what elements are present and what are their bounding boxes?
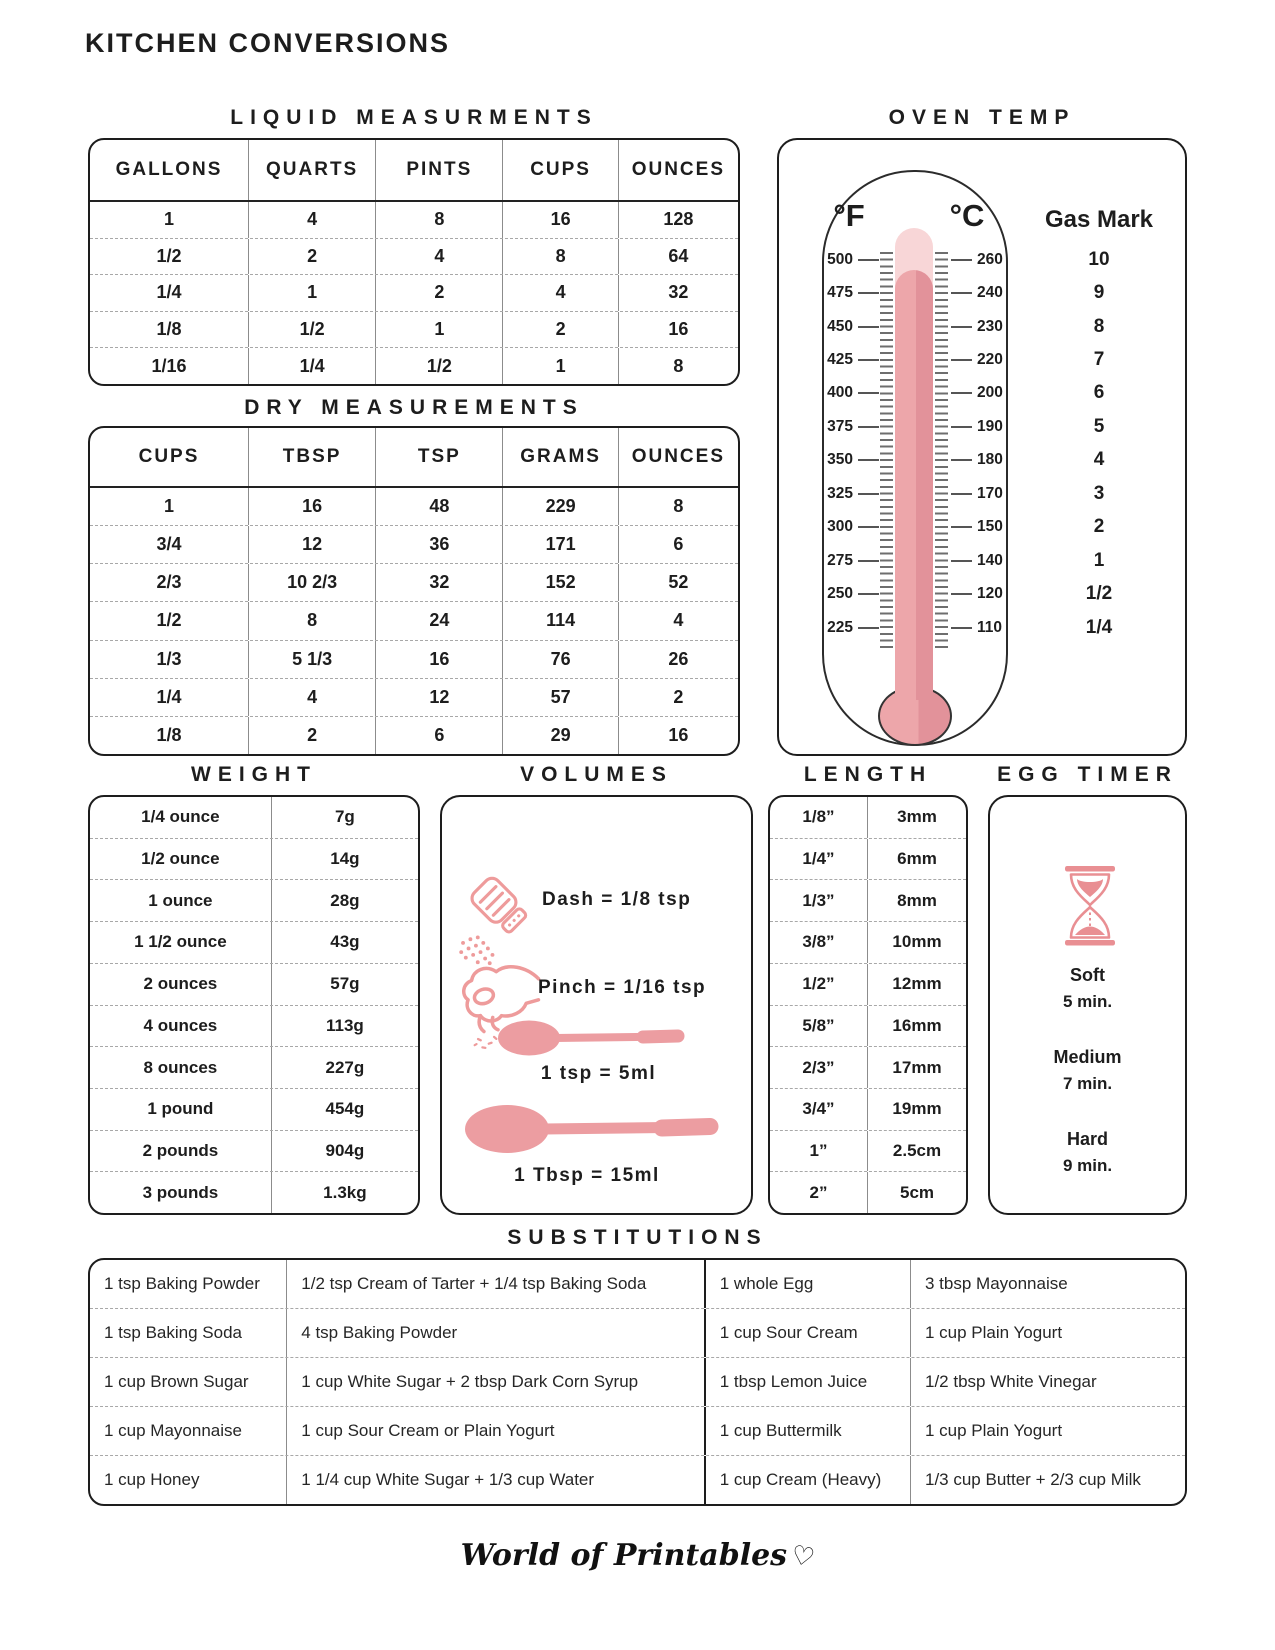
- tbsp-cell: 5 1/3: [249, 641, 376, 678]
- ingredient-cell: 1 tbsp Lemon Juice: [706, 1358, 911, 1406]
- gallons-cell: 1/16: [90, 348, 249, 384]
- egg-time-label: 7 min.: [1062, 1074, 1113, 1093]
- cups-cell: 2/3: [90, 564, 249, 601]
- egg-timer-entry: [990, 965, 1185, 1047]
- hourglass-icon: [1058, 865, 1122, 947]
- ounces-cell: 8: [673, 496, 684, 517]
- substitutions-table: [88, 1258, 1187, 1506]
- table-row: [770, 963, 966, 1005]
- table-row: [90, 1455, 1185, 1504]
- quarts-cell: 1: [249, 275, 376, 311]
- thermometer-tube: [895, 228, 933, 700]
- length-inch-cell: 1/3”: [770, 880, 868, 921]
- column-header: QUARTS: [249, 140, 376, 200]
- gas-mark-value: 1/4: [1085, 616, 1113, 638]
- weight-metric-cell: 57g: [330, 974, 360, 994]
- substitute-cell: 1 cup Plain Yogurt: [925, 1323, 1063, 1342]
- ounces-cell: 8: [673, 355, 684, 376]
- grams-cell: 171: [503, 526, 618, 563]
- length-metric-cell: 16mm: [892, 1015, 942, 1035]
- egg-timer-section-title: EGG TIMER: [997, 763, 1178, 786]
- substitute-cell: 1/2 tsp Cream of Tarter + 1/4 tsp Baking Soda: [287, 1260, 705, 1308]
- minor-ticks-left: [880, 252, 893, 652]
- length-metric-cell: 12mm: [892, 974, 942, 994]
- table-row: [90, 1357, 1185, 1406]
- table-row: [90, 921, 418, 963]
- ingredient-cell: 1 cup Buttermilk: [706, 1407, 911, 1455]
- c-tick: 220: [951, 343, 1035, 376]
- c-tick: 140: [951, 544, 1035, 577]
- egg-time-label: 9 min.: [1062, 1156, 1113, 1175]
- length-inch-cell: 2/3”: [770, 1047, 868, 1088]
- f-tick: 250: [795, 577, 879, 610]
- ounces-cell: 2: [673, 686, 684, 707]
- column-header: GRAMS: [503, 428, 618, 486]
- tsp-cell: 48: [376, 488, 503, 525]
- quarts-cell: 4: [249, 202, 376, 238]
- ingredient-cell: 1 cup Mayonnaise: [90, 1407, 287, 1455]
- gas-mark-value: 2: [1093, 516, 1105, 538]
- table-row: [770, 1005, 966, 1047]
- weight-imperial-cell: 1 ounce: [90, 880, 272, 921]
- volumes-section-title: VOLUMES: [520, 763, 673, 786]
- ounces-cell: 16: [668, 724, 689, 745]
- substitutions-section-title: SUBSTITUTIONS: [507, 1226, 768, 1249]
- fahrenheit-scale: [795, 243, 879, 644]
- gas-mark-value: 3: [1093, 482, 1105, 504]
- weight-table-body: [90, 797, 418, 1213]
- ounces-cell: 128: [663, 209, 694, 230]
- weight-imperial-cell: 3 pounds: [90, 1172, 272, 1213]
- grams-cell: 114: [503, 602, 618, 639]
- ounces-cell: 16: [668, 319, 689, 340]
- weight-imperial-cell: 1 1/2 ounce: [90, 922, 272, 963]
- table-row: [90, 563, 738, 601]
- tsp-cell: 32: [376, 564, 503, 601]
- quarts-cell: 1/2: [249, 312, 376, 348]
- egg-time-label: 5 min.: [1062, 992, 1113, 1011]
- c-tick: 260: [951, 243, 1035, 276]
- length-inch-cell: 1/4”: [770, 839, 868, 880]
- weight-section-title: WEIGHT: [191, 763, 317, 786]
- gas-mark-scale: [1029, 243, 1169, 644]
- egg-timer-panel: [988, 795, 1187, 1215]
- table-row: [770, 879, 966, 921]
- tbsp-cell: 12: [249, 526, 376, 563]
- table-row: [90, 1130, 418, 1172]
- f-tick: 400: [795, 377, 879, 410]
- weight-imperial-cell: 2 ounces: [90, 964, 272, 1005]
- length-metric-cell: 10mm: [892, 932, 942, 952]
- c-tick: 170: [951, 477, 1035, 510]
- table-row: [770, 1046, 966, 1088]
- length-inch-cell: 3/4”: [770, 1089, 868, 1130]
- pints-cell: 8: [376, 202, 503, 238]
- f-tick: 275: [795, 544, 879, 577]
- ingredient-cell: 1 whole Egg: [706, 1260, 911, 1308]
- cups-cell: 16: [503, 202, 618, 238]
- table-row: [90, 1088, 418, 1130]
- tsp-label: 1 tsp = 5ml: [540, 1063, 657, 1084]
- length-metric-cell: 17mm: [892, 1057, 942, 1077]
- column-header: OUNCES: [631, 446, 725, 467]
- ounces-cell: 4: [673, 610, 684, 631]
- ingredient-cell: 1 cup Cream (Heavy): [706, 1456, 911, 1504]
- table-row: [770, 1088, 966, 1130]
- gas-mark-value: 4: [1093, 449, 1105, 471]
- column-header: CUPS: [90, 428, 249, 486]
- pints-cell: 1: [376, 312, 503, 348]
- weight-metric-cell: 113g: [325, 1015, 364, 1035]
- minor-ticks-right: [935, 252, 948, 652]
- table-row: [90, 963, 418, 1005]
- ingredient-cell: 1 tsp Baking Powder: [90, 1260, 287, 1308]
- substitute-cell: 1 cup White Sugar + 2 tbsp Dark Corn Syrup: [287, 1358, 705, 1406]
- table-row: [90, 838, 418, 880]
- cups-cell: 1/4: [90, 679, 249, 716]
- substitute-cell: 1/3 cup Butter + 2/3 cup Milk: [925, 1470, 1141, 1489]
- table-row: [90, 640, 738, 678]
- weight-imperial-cell: 1/2 ounce: [90, 839, 272, 880]
- cups-cell: 8: [503, 239, 618, 275]
- cups-cell: 3/4: [90, 526, 249, 563]
- f-tick: 450: [795, 310, 879, 343]
- gallons-cell: 1: [90, 202, 249, 238]
- weight-metric-cell: 43g: [330, 932, 360, 952]
- logo-text: World of Printables: [460, 1538, 788, 1573]
- teaspoon-icon: [497, 1019, 697, 1057]
- weight-imperial-cell: 2 pounds: [90, 1131, 272, 1172]
- dry-table-header: [90, 428, 738, 488]
- liquid-table-body: [90, 202, 738, 384]
- c-tick: 240: [951, 276, 1035, 309]
- volumes-panel: [440, 795, 753, 1215]
- egg-doneness-label: Soft: [1070, 965, 1105, 985]
- length-metric-cell: 6mm: [897, 849, 937, 869]
- column-header: TBSP: [249, 428, 376, 486]
- length-inch-cell: 2”: [770, 1172, 868, 1213]
- ounces-cell: 64: [668, 245, 689, 266]
- length-section-title: LENGTH: [803, 763, 933, 786]
- f-tick: 225: [795, 611, 879, 644]
- gas-mark-value: 1/2: [1085, 583, 1113, 605]
- pints-cell: 1/2: [376, 348, 503, 384]
- length-inch-cell: 1/8”: [770, 797, 868, 838]
- column-header: CUPS: [503, 140, 618, 200]
- table-row: [90, 347, 738, 384]
- grams-cell: 29: [503, 717, 618, 754]
- length-inch-cell: 1/2”: [770, 964, 868, 1005]
- f-tick: 325: [795, 477, 879, 510]
- oven-temp-panel: [777, 138, 1187, 756]
- heart-icon: ♡: [788, 1539, 818, 1575]
- substitute-cell: 1 cup Sour Cream or Plain Yogurt: [287, 1407, 705, 1455]
- column-header: GALLONS: [90, 140, 249, 200]
- fahrenheit-label: °F: [833, 198, 865, 233]
- table-row: [90, 1406, 1185, 1455]
- length-table: [768, 795, 968, 1215]
- table-row: [90, 678, 738, 716]
- ounces-cell: 32: [668, 282, 689, 303]
- oven-section-title: OVEN TEMP: [888, 106, 1076, 129]
- liquid-section-title: LIQUID MEASURMENTS: [230, 106, 598, 129]
- celsius-scale: [951, 243, 1035, 644]
- weight-imperial-cell: 1 pound: [90, 1089, 272, 1130]
- table-row: [770, 797, 966, 838]
- table-row: [90, 274, 738, 311]
- gallons-cell: 1/2: [90, 239, 249, 275]
- tablespoon-icon: [464, 1103, 732, 1155]
- egg-timer-entries: [990, 965, 1185, 1211]
- length-metric-cell: 8mm: [897, 890, 937, 910]
- table-row: [90, 1171, 418, 1213]
- c-tick: 110: [951, 611, 1035, 644]
- table-row: [770, 1130, 966, 1172]
- liquid-table-header: [90, 140, 738, 202]
- substitute-cell: 1/2 tbsp White Vinegar: [925, 1372, 1097, 1391]
- table-row: [90, 1005, 418, 1047]
- egg-doneness-label: Medium: [1053, 1047, 1122, 1067]
- table-row: [90, 1046, 418, 1088]
- cups-cell: 4: [503, 275, 618, 311]
- weight-imperial-cell: 8 ounces: [90, 1047, 272, 1088]
- page-title: KITCHEN CONVERSIONS: [85, 28, 451, 58]
- table-row: [90, 488, 738, 525]
- gas-mark-value: 7: [1093, 349, 1105, 371]
- table-row: [90, 1260, 1185, 1308]
- grams-cell: 76: [503, 641, 618, 678]
- substitute-cell: 1 1/4 cup White Sugar + 1/3 cup Water: [287, 1456, 705, 1504]
- weight-metric-cell: 227g: [325, 1057, 365, 1077]
- gas-mark-value: 9: [1093, 282, 1105, 304]
- salt-shaker-icon: [452, 871, 544, 967]
- tbsp-cell: 10 2/3: [249, 564, 376, 601]
- gas-mark-value: 1: [1093, 549, 1105, 571]
- egg-timer-entry: [990, 1047, 1185, 1129]
- c-tick: 150: [951, 511, 1035, 544]
- grams-cell: 57: [503, 679, 618, 716]
- ingredient-cell: 1 cup Honey: [90, 1456, 287, 1504]
- substitutions-table-body: [90, 1260, 1185, 1504]
- grams-cell: 229: [503, 488, 618, 525]
- cups-cell: 1/3: [90, 641, 249, 678]
- column-header: TSP: [376, 428, 503, 486]
- table-row: [90, 601, 738, 639]
- footer-logo: [0, 1538, 1275, 1573]
- c-tick: 200: [951, 377, 1035, 410]
- thermometer-mercury: [895, 270, 933, 700]
- c-tick: 230: [951, 310, 1035, 343]
- substitute-cell: 1 cup Plain Yogurt: [925, 1421, 1063, 1440]
- length-metric-cell: 3mm: [897, 807, 937, 827]
- cups-cell: 1/2: [90, 602, 249, 639]
- length-metric-cell: 19mm: [892, 1099, 942, 1119]
- weight-metric-cell: 454g: [325, 1099, 365, 1119]
- f-tick: 375: [795, 410, 879, 443]
- cups-cell: 2: [503, 312, 618, 348]
- table-row: [90, 525, 738, 563]
- dry-section-title: DRY MEASUREMENTS: [244, 396, 584, 419]
- weight-metric-cell: 7g: [334, 807, 355, 827]
- table-row: [90, 797, 418, 838]
- table-row: [90, 1308, 1185, 1357]
- pints-cell: 2: [376, 275, 503, 311]
- substitute-cell: 4 tsp Baking Powder: [287, 1309, 705, 1357]
- c-tick: 190: [951, 410, 1035, 443]
- length-inch-cell: 1”: [770, 1131, 868, 1172]
- length-metric-cell: 2.5cm: [892, 1140, 942, 1160]
- weight-imperial-cell: 4 ounces: [90, 1006, 272, 1047]
- tsp-cell: 24: [376, 602, 503, 639]
- pinch-label: Pinch = 1/16 tsp: [538, 977, 707, 998]
- table-row: [90, 238, 738, 275]
- weight-imperial-cell: 1/4 ounce: [90, 797, 272, 838]
- length-inch-cell: 5/8”: [770, 1006, 868, 1047]
- substitute-cell: 3 tbsp Mayonnaise: [925, 1274, 1068, 1293]
- tsp-cell: 12: [376, 679, 503, 716]
- gas-mark-heading: Gas Mark: [1044, 206, 1154, 233]
- f-tick: 425: [795, 343, 879, 376]
- liquid-table: [88, 138, 740, 386]
- tsp-cell: 6: [376, 717, 503, 754]
- tbsp-label: 1 Tbsp = 15ml: [514, 1165, 660, 1186]
- egg-timer-entry: [990, 1129, 1185, 1211]
- table-row: [770, 838, 966, 880]
- table-row: [90, 311, 738, 348]
- weight-table: [88, 795, 420, 1215]
- ingredient-cell: 1 cup Sour Cream: [706, 1309, 911, 1357]
- dry-table-body: [90, 488, 738, 754]
- quarts-cell: 1/4: [249, 348, 376, 384]
- tbsp-cell: 8: [249, 602, 376, 639]
- ingredient-cell: 1 tsp Baking Soda: [90, 1309, 287, 1357]
- column-header: OUNCES: [631, 159, 725, 180]
- gallons-cell: 1/8: [90, 312, 249, 348]
- table-row: [770, 921, 966, 963]
- ingredient-cell: 1 cup Brown Sugar: [90, 1358, 287, 1406]
- weight-metric-cell: 904g: [325, 1140, 365, 1160]
- c-tick: 120: [951, 577, 1035, 610]
- table-row: [90, 879, 418, 921]
- gas-mark-value: 10: [1088, 248, 1110, 270]
- cups-cell: 1: [90, 488, 249, 525]
- f-tick: 475: [795, 276, 879, 309]
- length-metric-cell: 5cm: [899, 1182, 935, 1202]
- tbsp-cell: 2: [249, 717, 376, 754]
- gallons-cell: 1/4: [90, 275, 249, 311]
- cups-cell: 1: [503, 348, 618, 384]
- weight-metric-cell: 14g: [330, 849, 360, 869]
- tbsp-cell: 4: [249, 679, 376, 716]
- ounces-cell: 52: [668, 572, 689, 593]
- pints-cell: 4: [376, 239, 503, 275]
- length-inch-cell: 3/8”: [770, 922, 868, 963]
- f-tick: 350: [795, 444, 879, 477]
- table-row: [90, 202, 738, 238]
- weight-metric-cell: 1.3kg: [323, 1182, 367, 1202]
- ounces-cell: 6: [673, 534, 684, 555]
- column-header: PINTS: [376, 140, 503, 200]
- length-table-body: [770, 797, 966, 1213]
- gas-mark-value: 8: [1093, 315, 1105, 337]
- ounces-cell: 26: [668, 648, 689, 669]
- table-row: [90, 716, 738, 754]
- c-tick: 180: [951, 444, 1035, 477]
- weight-metric-cell: 28g: [330, 890, 360, 910]
- f-tick: 500: [795, 243, 879, 276]
- dash-label: Dash = 1/8 tsp: [542, 889, 692, 910]
- table-row: [770, 1171, 966, 1213]
- dry-table: [88, 426, 740, 756]
- grams-cell: 152: [503, 564, 618, 601]
- egg-doneness-label: Hard: [1066, 1129, 1108, 1149]
- tbsp-cell: 16: [249, 488, 376, 525]
- tsp-cell: 16: [376, 641, 503, 678]
- f-tick: 300: [795, 511, 879, 544]
- cups-cell: 1/8: [90, 717, 249, 754]
- gas-mark-value: 6: [1093, 382, 1105, 404]
- celsius-label: °C: [949, 198, 985, 233]
- tsp-cell: 36: [376, 526, 503, 563]
- quarts-cell: 2: [249, 239, 376, 275]
- gas-mark-value: 5: [1093, 415, 1105, 437]
